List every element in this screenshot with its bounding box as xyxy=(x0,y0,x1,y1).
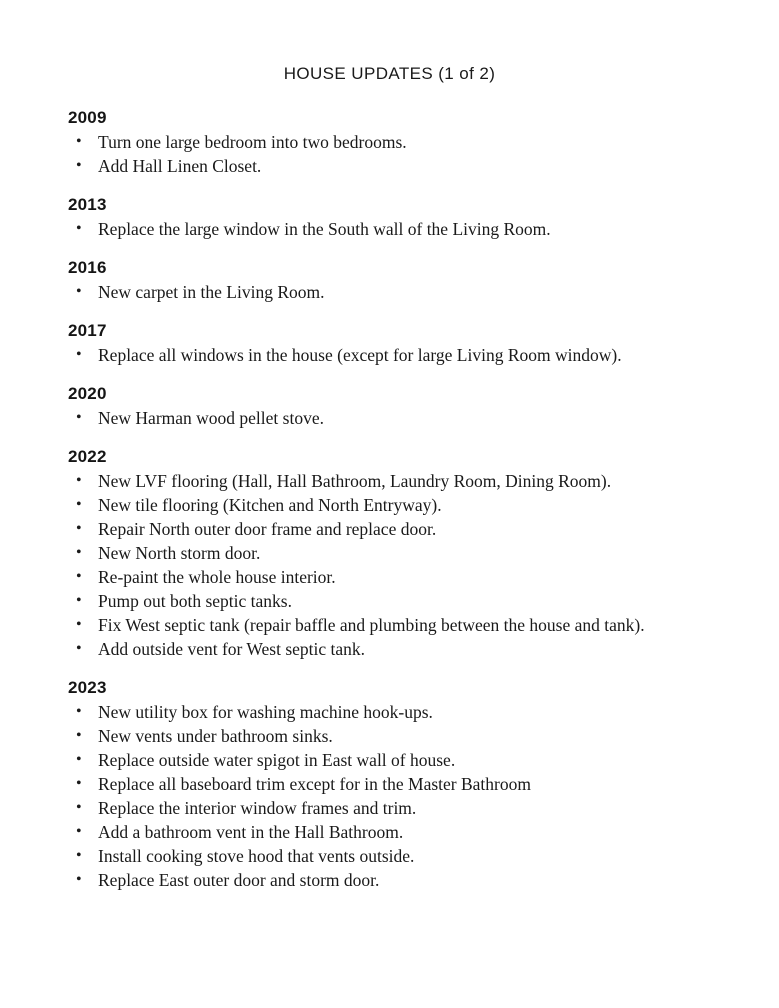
update-item: • New vents under bathroom sinks. xyxy=(98,724,719,748)
year-section xyxy=(68,319,719,367)
update-item: • Add Hall Linen Closet. xyxy=(98,154,719,178)
update-item: • Replace all windows in the house (except for large Living Room window). xyxy=(98,343,719,367)
update-item: • Replace East outer door and storm door. xyxy=(98,868,719,892)
update-item: • New tile flooring (Kitchen and North Entryway). xyxy=(98,493,719,517)
update-list xyxy=(68,343,719,367)
year-heading: 2013 xyxy=(68,195,107,214)
year-heading: 2022 xyxy=(68,447,107,466)
update-item: • Replace all baseboard trim except for in the Master Bathroom xyxy=(98,772,719,796)
update-list xyxy=(68,469,719,661)
update-item: • Add a bathroom vent in the Hall Bathroom. xyxy=(98,820,719,844)
update-item: • Replace the interior window frames and trim. xyxy=(98,796,719,820)
year-heading: 2020 xyxy=(68,384,107,403)
update-item: • Install cooking stove hood that vents outside. xyxy=(98,844,719,868)
update-item: • Add outside vent for West septic tank. xyxy=(98,637,719,661)
update-item: • Re-paint the whole house interior. xyxy=(98,565,719,589)
year-heading: 2017 xyxy=(68,321,107,340)
update-list xyxy=(68,280,719,304)
year-heading: 2016 xyxy=(68,258,107,277)
year-section xyxy=(68,106,719,178)
year-section xyxy=(68,382,719,430)
year-section xyxy=(68,256,719,304)
year-section xyxy=(68,193,719,241)
update-item: • New carpet in the Living Room. xyxy=(98,280,719,304)
update-item: • Turn one large bedroom into two bedrooms. xyxy=(98,130,719,154)
update-item: • New utility box for washing machine hook-ups. xyxy=(98,700,719,724)
year-heading: 2009 xyxy=(68,108,107,127)
year-heading: 2023 xyxy=(68,678,107,697)
update-item: • New Harman wood pellet stove. xyxy=(98,406,719,430)
update-item: • Replace outside water spigot in East wall of house. xyxy=(98,748,719,772)
update-item: • New LVF flooring (Hall, Hall Bathroom, Laundry Room, Dining Room). xyxy=(98,469,719,493)
update-item: • New North storm door. xyxy=(98,541,719,565)
update-list xyxy=(68,406,719,430)
year-section xyxy=(68,676,719,892)
update-list xyxy=(68,130,719,178)
update-item: • Pump out both septic tanks. xyxy=(98,589,719,613)
update-item: • Replace the large window in the South wall of the Living Room. xyxy=(98,217,719,241)
document-body xyxy=(68,106,719,892)
update-list xyxy=(68,217,719,241)
year-section xyxy=(68,445,719,661)
update-item: • Fix West septic tank (repair baffle and plumbing between the house and tank). xyxy=(98,613,719,637)
page-title: HOUSE UPDATES (1 of 2) xyxy=(283,64,496,83)
update-item: • Repair North outer door frame and replace door. xyxy=(98,517,719,541)
update-list xyxy=(68,700,719,892)
